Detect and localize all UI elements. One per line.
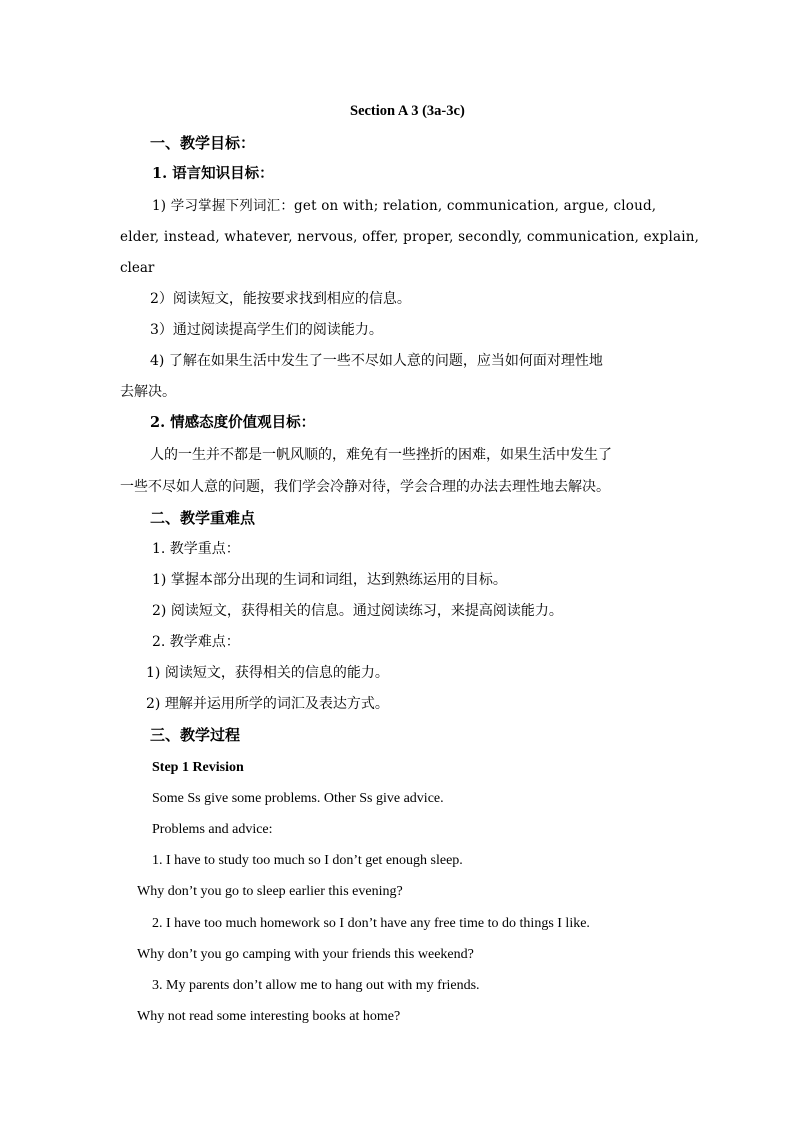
- revision-intro: Some Ss give some problems. Other Ss give advice.: [152, 791, 444, 806]
- advice-3: Why not read some interesting books at home?: [137, 1009, 401, 1024]
- document-title: Section A 3 (3a-3c): [350, 103, 465, 119]
- objective-item-4-line-1: 4) 了解在如果生活中发生了一些不尽如人意的问题，应当如何面对理性地: [150, 353, 603, 369]
- process-heading: 三、教学过程: [150, 726, 241, 744]
- step1-heading: Step 1 Revision: [152, 760, 244, 775]
- vocab-list-line-2: elder, instead, whatever, nervous, offer, proper, secondly, communication, explain,: [120, 229, 700, 245]
- problem-1: 1. I have to study too much so I don’t get enough sleep.: [152, 853, 463, 868]
- problem-3: 3. My parents don’t allow me to hang out with my friends.: [152, 978, 480, 993]
- problems-advice-heading: Problems and advice:: [152, 822, 273, 837]
- objectives-heading: 一、教学目标：: [150, 134, 256, 152]
- focus-heading: 1. 教学重点：: [152, 541, 240, 557]
- vocab-list-line-3: clear: [120, 260, 155, 276]
- difficulty-item-2: 2) 理解并运用所学的词汇及表达方式。: [146, 696, 389, 712]
- objective-item-4-line-2: 去解决。: [120, 384, 176, 400]
- problem-2: 2. I have too much homework so I don’t have any free time to do things I like.: [152, 916, 590, 931]
- key-points-heading: 二、教学重难点: [150, 509, 256, 527]
- difficulty-item-1: 1) 阅读短文，获得相关的信息的能力。: [146, 665, 389, 681]
- language-objectives-heading: 1. 语言知识目标：: [152, 165, 274, 182]
- advice-2: Why don’t you go camping with your friends this weekend?: [137, 947, 474, 962]
- objective-item-3: 3）通过阅读提高学生们的阅读能力。: [150, 322, 383, 338]
- focus-item-2: 2) 阅读短文，获得相关的信息。通过阅读练习，来提高阅读能力。: [152, 603, 563, 619]
- difficulty-heading: 2. 教学难点：: [152, 634, 240, 650]
- emotion-objective-line-2: 一些不尽如人意的问题，我们学会冷静对待，学会合理的办法去理性地去解决。: [120, 479, 610, 495]
- emotion-objectives-heading: 2. 情感态度价值观目标：: [150, 414, 316, 431]
- focus-item-1: 1) 掌握本部分出现的生词和词组，达到熟练运用的目标。: [152, 572, 507, 588]
- advice-1: Why don’t you go to sleep earlier this evening?: [137, 884, 403, 899]
- emotion-objective-line-1: 人的一生并不都是一帆风顺的，难免有一些挫折的困难，如果生活中发生了: [150, 447, 612, 463]
- vocab-list-line-1: 1) 学习掌握下列词汇：get on with; relation, communication, argue, cloud,: [152, 198, 657, 214]
- objective-item-2: 2）阅读短文，能按要求找到相应的信息。: [150, 291, 411, 307]
